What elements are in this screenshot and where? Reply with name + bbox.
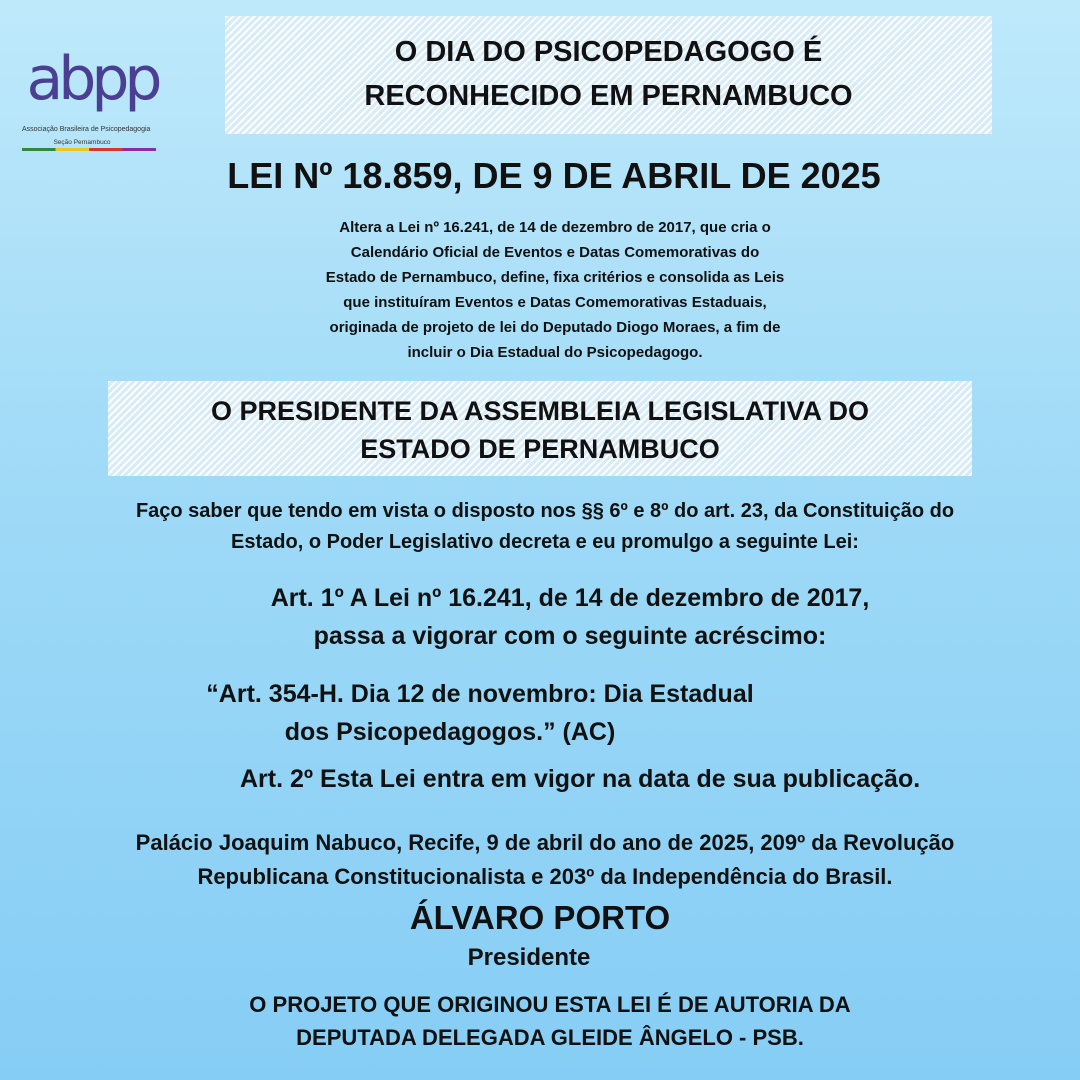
logo-section: Seção Pernambuco <box>53 139 111 146</box>
signing-place-date <box>40 826 1050 894</box>
president-title-line2: ESTADO DE PERNAMBUCO <box>360 434 720 464</box>
article-1-line2: passa a vigorar com o seguinte acréscimo: <box>313 622 827 650</box>
footer-line2: DEPUTADA DELEGADA GLEIDE ÂNGELO - PSB. <box>296 1025 804 1050</box>
article-1 <box>170 579 970 655</box>
logo-mark: abpp <box>26 44 158 114</box>
page-title-line1: O DIA DO PSICOPEDAGOGO É <box>394 36 823 68</box>
article-2: Art. 2º Esta Lei entra em vigor na data de sua publicação. <box>240 765 921 793</box>
president-title-line1: O PRESIDENTE DA ASSEMBLEIA LEGISLATIVA DO <box>210 396 870 426</box>
law-summary <box>270 215 840 365</box>
summary-line: Estado de Pernambuco, define, fixa critérios e consolida as Leis <box>325 269 785 286</box>
law-heading: LEI Nº 18.859, DE 9 DE ABRIL DE 2025 <box>227 155 881 196</box>
president-title <box>108 392 972 468</box>
promulgation-intro <box>40 496 1050 558</box>
intro-line2: Estado, o Poder Legislativo decreta e eu promulgo a seguinte Lei: <box>231 531 859 553</box>
page-title <box>225 30 992 118</box>
intro-line1: Faço saber que tendo em vista o disposto nos §§ 6º e 8º do art. 23, da Constituição do <box>135 500 955 522</box>
summary-line: Altera a Lei nº 16.241, de 14 de dezembro de 2017, que cria o <box>339 219 771 236</box>
summary-line: incluir o Dia Estadual do Psicopedagogo. <box>407 344 703 361</box>
article-354h-line1: “Art. 354-H. Dia 12 de novembro: Dia Estadual <box>206 680 754 708</box>
article-1-line1: Art. 1º A Lei nº 16.241, de 14 de dezembro de 2017, <box>270 584 870 612</box>
signer-role: Presidente <box>467 944 591 971</box>
article-354h-line2: dos Psicopedagogos.” (AC) <box>284 718 616 746</box>
summary-line: Calendário Oficial de Eventos e Datas Comemorativas do <box>350 244 760 261</box>
article-354h <box>170 675 890 751</box>
footer-line1: O PROJETO QUE ORIGINOU ESTA LEI É DE AUTORIA DA <box>249 992 851 1017</box>
page-title-line2: RECONHECIDO EM PERNAMBUCO <box>364 80 853 112</box>
summary-line: que instituíram Eventos e Datas Comemorativas Estaduais, <box>343 294 767 311</box>
signer-name: ÁLVARO PORTO <box>409 899 671 936</box>
summary-line: originada de projeto de lei do Deputado Diogo Moraes, a fim de <box>329 319 781 336</box>
palace-line2: Republicana Constitucionalista e 203º da Independência do Brasil. <box>197 864 893 889</box>
authorship-note <box>40 988 1060 1054</box>
logo-subtitle: Associação Brasileira de Psicopedagogia <box>22 126 151 133</box>
palace-line1: Palácio Joaquim Nabuco, Recife, 9 de abril do ano de 2025, 209º da Revolução <box>135 830 955 855</box>
